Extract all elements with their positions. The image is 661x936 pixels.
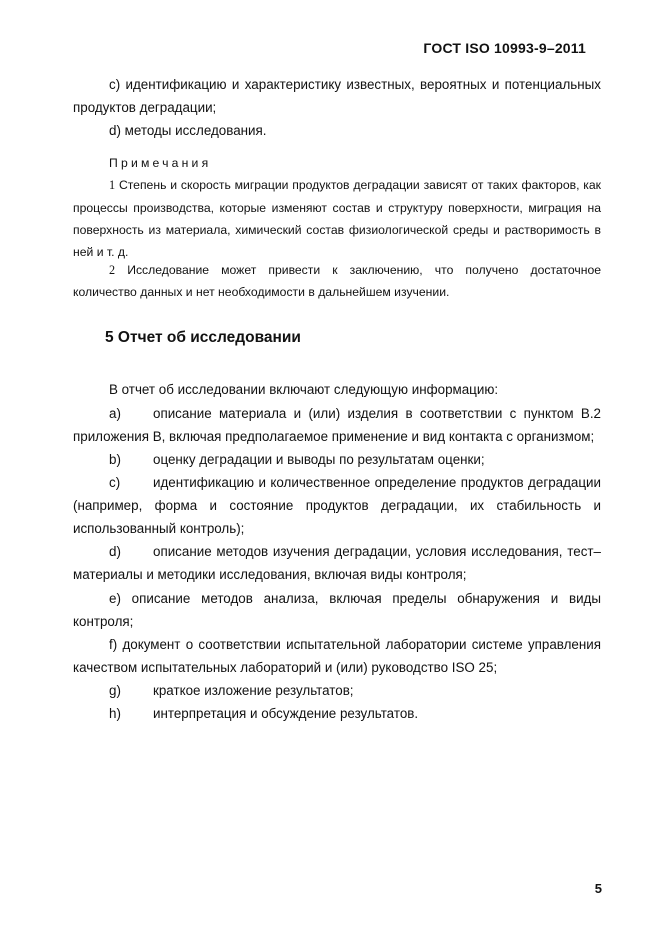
intro-item-d: d) методы исследования. [109, 123, 267, 138]
report-item-d-label: d) [109, 544, 121, 559]
report-item-c-label: c) [109, 475, 121, 490]
report-item-b-label: b) [109, 452, 121, 467]
report-item-a-line2: приложения В, включая предполагаемое применение и вид контакта с организмом; [73, 429, 595, 444]
intro-item-c-line2: продуктов деградации; [73, 100, 217, 115]
report-item-c-line2: (например, форма и состояние продуктов деградации, их стабильность и [73, 498, 601, 513]
report-intro: В отчет об исследовании включают следующую информацию: [109, 382, 499, 397]
note-2-line1 [73, 259, 601, 282]
report-item-d-line2: материалы и методики исследования, включая виды контроля; [73, 567, 467, 582]
note-2-text: Исследование может привести к заключению, что получено достаточное [127, 263, 601, 277]
note-1-line4: ней и т. д. [73, 245, 129, 259]
note-1-text: Степень и скорость миграции продуктов деградации зависят от таких факторов, как [118, 178, 602, 192]
report-item-d-text: описание методов изучения деградации, условия исследования, тест– [153, 544, 601, 559]
note-1-line2: процессы производства, которые изменяют состав и структуру поверхности, миграция на [73, 201, 601, 215]
report-item-g-label: g) [109, 683, 121, 698]
report-item-h-label: h) [109, 706, 121, 721]
notes-heading: Примечания [109, 156, 212, 170]
intro-item-c-line1: c) идентификацию и характеристику известных, вероятных и потенциальных [109, 77, 601, 92]
report-item-h-text: интерпретация и обсуждение результатов. [153, 706, 419, 721]
report-item-e-line2: контроля; [73, 614, 134, 629]
note-2-line2: количество данных и нет необходимости в дальнейшем изучении. [73, 285, 450, 299]
report-item-f-line2: качеством испытательных лабораторий и (или) руководство ISO 25; [73, 660, 498, 675]
note-1-number: 1 [109, 178, 116, 192]
document-code-header: ГОСТ ISO 10993-9–2011 [423, 40, 586, 56]
note-2-number: 2 [109, 263, 116, 277]
section-heading: 5 Отчет об исследовании [105, 329, 301, 346]
report-item-b [73, 448, 601, 471]
report-item-a-line1 [73, 402, 601, 425]
note-1-line3: поверхность из материала, химический состав физиологической среды и растворимость в [73, 223, 601, 237]
report-item-g-text: краткое изложение результатов; [153, 683, 354, 698]
report-item-f-line1: f) документ о соответствии испытательной лаборатории системе управления [109, 637, 601, 652]
report-item-h [73, 702, 601, 725]
note-1-line1 [73, 174, 601, 197]
report-item-c-text: идентификацию и количественное определение продуктов деградации [153, 475, 601, 490]
report-item-e-line1: e) описание методов анализа, включая пределы обнаружения и виды [109, 591, 601, 606]
report-item-a-label: a) [109, 406, 121, 421]
report-item-g [73, 679, 601, 702]
page-number: 5 [594, 881, 602, 896]
report-item-c-line3: использованный контроль); [73, 521, 245, 536]
report-item-b-text: оценку деградации и выводы по результатам оценки; [153, 452, 485, 467]
report-item-d-line1 [73, 540, 601, 563]
report-item-a-text: описание материала и (или) изделия в соответствии с пунктом В.2 [153, 406, 601, 421]
report-item-c-line1 [73, 471, 601, 494]
